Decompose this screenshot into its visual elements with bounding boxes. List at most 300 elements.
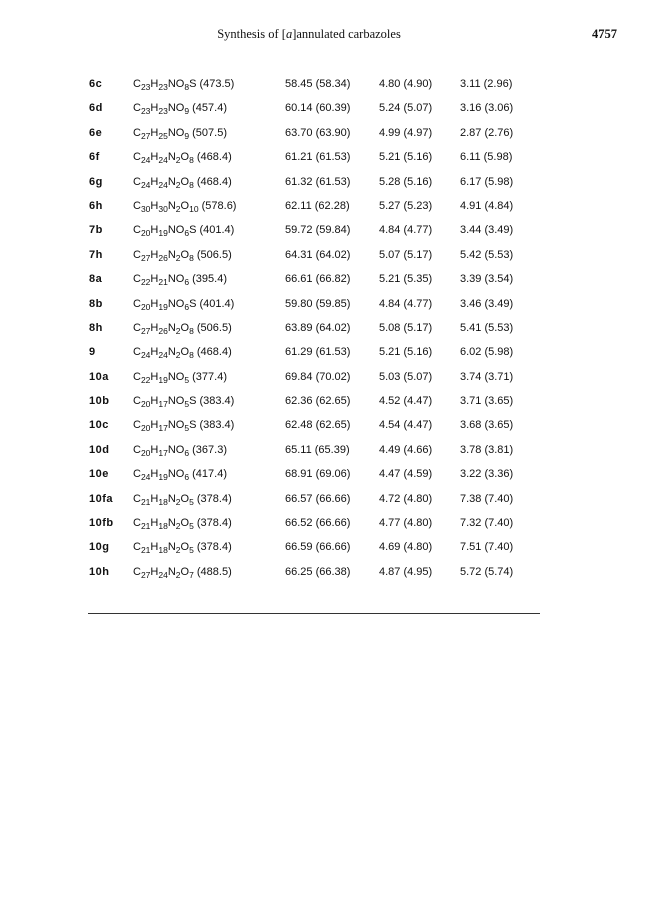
compound-id: 6f — [89, 151, 100, 164]
formula-count: 21 — [158, 277, 168, 288]
formula-element: NO — [167, 126, 185, 139]
molecular-formula — [133, 560, 232, 584]
formula-element: C — [133, 395, 141, 408]
formula-count: 2 — [175, 350, 181, 361]
carbon-analysis: 63.70 (63.90) — [285, 126, 351, 139]
carbon-analysis: 59.80 (59.85) — [285, 297, 351, 310]
table-row — [0, 267, 672, 291]
carbon-analysis: 61.21 (61.53) — [285, 151, 351, 164]
formula-element: H — [150, 297, 159, 310]
hydrogen-analysis: 5.27 (5.23) — [379, 199, 433, 212]
molecular-weight: (468.4) — [193, 175, 232, 188]
formula-count: 23 — [140, 106, 151, 117]
formula-count: 5 — [184, 399, 190, 410]
formula-count: 6 — [184, 228, 190, 239]
hydrogen-analysis: 5.08 (5.17) — [379, 321, 433, 334]
formula-count: 8 — [189, 179, 194, 190]
formula-element: H — [150, 541, 159, 554]
hydrogen-analysis: 4.87 (4.95) — [379, 565, 433, 578]
carbon-analysis: 68.91 (69.06) — [285, 468, 351, 481]
carbon-analysis: 60.14 (60.39) — [285, 102, 351, 115]
table-row — [0, 243, 672, 267]
hydrogen-analysis: 4.84 (4.77) — [379, 224, 433, 237]
formula-count: 5 — [189, 496, 194, 507]
formula-element: C — [133, 126, 141, 139]
formula-count: 5 — [184, 374, 190, 385]
molecular-formula — [133, 121, 227, 145]
formula-count: 19 — [158, 374, 168, 385]
formula-element: NO — [167, 224, 185, 237]
nitrogen-analysis: 3.74 (3.71) — [460, 370, 514, 383]
formula-count: 23 — [140, 82, 151, 92]
compound-id: 10d — [89, 443, 110, 456]
formula-element: H — [150, 126, 159, 139]
running-title — [0, 27, 618, 42]
formula-count: 2 — [175, 521, 181, 532]
carbon-analysis: 66.59 (66.66) — [285, 541, 351, 554]
molecular-formula — [133, 145, 232, 169]
molecular-formula — [133, 438, 227, 462]
molecular-weight: (507.5) — [189, 126, 227, 139]
molecular-weight: (506.5) — [193, 321, 232, 334]
compound-id: 10b — [89, 395, 110, 408]
table-row — [0, 462, 672, 486]
hydrogen-analysis: 4.99 (4.97) — [379, 126, 433, 139]
formula-count: 8 — [189, 325, 194, 336]
formula-element: NO — [167, 395, 185, 408]
formula-count: 2 — [175, 545, 181, 556]
formula-element: H — [150, 565, 159, 578]
compound-id: 8h — [89, 321, 103, 334]
formula-element: H — [150, 175, 159, 188]
compound-id: 10a — [89, 370, 109, 383]
formula-element: C — [133, 102, 141, 115]
formula-count: 20 — [140, 399, 151, 410]
formula-count: 2 — [175, 496, 181, 507]
formula-count: 27 — [140, 130, 151, 141]
elemental-analysis-table — [0, 72, 672, 584]
formula-element: C — [133, 346, 141, 359]
table-row — [0, 316, 672, 340]
table-row — [0, 560, 672, 584]
formula-element: NO — [167, 273, 185, 286]
compound-id: 9 — [89, 346, 96, 359]
carbon-analysis: 69.84 (70.02) — [285, 370, 351, 383]
compound-id: 6g — [89, 175, 103, 188]
carbon-analysis: 59.72 (59.84) — [285, 224, 351, 237]
formula-element: O — [180, 321, 190, 334]
table-row — [0, 218, 672, 242]
formula-element: H — [150, 443, 159, 456]
molecular-formula — [133, 292, 234, 316]
table-row — [0, 194, 672, 218]
nitrogen-analysis: 3.68 (3.65) — [460, 419, 514, 432]
molecular-weight: (468.4) — [193, 151, 232, 164]
formula-count: 2 — [175, 252, 181, 263]
table-row — [0, 487, 672, 511]
molecular-formula — [133, 462, 227, 486]
formula-count: 6 — [184, 301, 190, 312]
carbon-analysis: 66.61 (66.82) — [285, 273, 351, 286]
compound-id: 10fa — [89, 492, 114, 505]
formula-count: 19 — [158, 228, 168, 239]
molecular-weight: (378.4) — [193, 541, 232, 554]
molecular-formula — [133, 316, 232, 340]
nitrogen-analysis: 3.22 (3.36) — [460, 468, 514, 481]
formula-element: C — [133, 273, 141, 286]
nitrogen-analysis: 7.32 (7.40) — [460, 517, 514, 530]
formula-element: C — [133, 492, 141, 505]
formula-element: O — [180, 517, 190, 530]
formula-element: NO — [167, 78, 185, 90]
formula-element: H — [150, 273, 159, 286]
formula-element: N — [167, 565, 176, 578]
compound-id: 10e — [89, 468, 109, 481]
formula-count: 24 — [140, 472, 151, 483]
hydrogen-analysis: 5.21 (5.16) — [379, 346, 433, 359]
table-row — [0, 365, 672, 389]
formula-count: 24 — [158, 569, 168, 580]
hydrogen-analysis: 5.21 (5.16) — [379, 151, 433, 164]
formula-element: C — [133, 199, 141, 212]
compound-id: 10g — [89, 541, 110, 554]
compound-id: 10fb — [89, 517, 114, 530]
formula-count: 8 — [184, 82, 190, 92]
molecular-weight: (401.4) — [196, 224, 235, 237]
carbon-analysis: 58.45 (58.34) — [285, 78, 351, 90]
formula-element: H — [150, 370, 159, 383]
formula-count: 27 — [140, 252, 151, 263]
formula-count: 17 — [158, 447, 168, 458]
formula-count: 10 — [189, 203, 199, 214]
molecular-weight: (457.4) — [189, 102, 227, 115]
running-title-italic: a — [285, 27, 293, 41]
formula-count: 8 — [189, 350, 194, 361]
table-row — [0, 511, 672, 535]
molecular-formula — [133, 487, 232, 511]
formula-element: S — [189, 224, 197, 237]
molecular-formula — [133, 365, 227, 389]
nitrogen-analysis: 6.11 (5.98) — [460, 151, 513, 164]
formula-count: 21 — [140, 496, 151, 507]
nitrogen-analysis: 3.11 (2.96) — [460, 78, 513, 90]
formula-count: 5 — [189, 545, 194, 556]
table-row — [0, 145, 672, 169]
formula-element: C — [133, 419, 141, 432]
formula-element: C — [133, 78, 141, 90]
molecular-weight: (383.4) — [196, 395, 235, 408]
formula-element: C — [133, 248, 141, 261]
hydrogen-analysis: 4.69 (4.80) — [379, 541, 433, 554]
formula-element: N — [167, 151, 176, 164]
formula-count: 2 — [175, 155, 181, 166]
formula-count: 24 — [158, 179, 168, 190]
running-title-suffix: ]annulated carbazoles — [292, 27, 401, 41]
carbon-analysis: 61.32 (61.53) — [285, 175, 351, 188]
formula-count: 6 — [184, 472, 190, 483]
formula-count: 2 — [175, 179, 181, 190]
formula-element: NO — [167, 297, 185, 310]
formula-element: N — [167, 321, 176, 334]
carbon-analysis: 62.48 (62.65) — [285, 419, 351, 432]
hydrogen-analysis: 4.49 (4.66) — [379, 443, 433, 456]
molecular-formula — [133, 170, 232, 194]
molecular-weight: (401.4) — [196, 297, 235, 310]
formula-count: 2 — [175, 569, 181, 580]
compound-id: 6c — [89, 78, 103, 90]
formula-count: 26 — [158, 325, 168, 336]
table-row — [0, 340, 672, 364]
hydrogen-analysis: 5.03 (5.07) — [379, 370, 433, 383]
carbon-analysis: 62.11 (62.28) — [285, 199, 350, 212]
formula-element: H — [150, 517, 159, 530]
formula-element: O — [180, 151, 190, 164]
molecular-formula — [133, 96, 227, 120]
formula-element: O — [180, 541, 190, 554]
nitrogen-analysis: 3.78 (3.81) — [460, 443, 514, 456]
compound-id: 7b — [89, 224, 103, 237]
formula-count: 18 — [158, 496, 168, 507]
nitrogen-analysis: 3.44 (3.49) — [460, 224, 514, 237]
hydrogen-analysis: 5.21 (5.35) — [379, 273, 433, 286]
formula-count: 26 — [158, 252, 168, 263]
molecular-formula — [133, 535, 232, 559]
molecular-formula — [133, 194, 236, 218]
hydrogen-analysis: 4.47 (4.59) — [379, 468, 433, 481]
formula-element: N — [167, 492, 176, 505]
formula-element: C — [133, 297, 141, 310]
molecular-formula — [133, 511, 232, 535]
formula-count: 17 — [158, 423, 168, 434]
nitrogen-analysis: 3.46 (3.49) — [460, 297, 514, 310]
formula-element: N — [167, 248, 176, 261]
table-row — [0, 535, 672, 559]
formula-element: C — [133, 224, 141, 237]
compound-id: 10c — [89, 419, 109, 432]
formula-count: 2 — [175, 325, 181, 336]
formula-element: S — [189, 78, 197, 90]
formula-count: 21 — [140, 521, 151, 532]
formula-count: 23 — [158, 82, 168, 92]
formula-count: 24 — [140, 179, 151, 190]
compound-id: 6d — [89, 102, 103, 115]
table-bottom-rule — [88, 613, 540, 614]
nitrogen-analysis: 7.38 (7.40) — [460, 492, 514, 505]
hydrogen-analysis: 4.84 (4.77) — [379, 297, 433, 310]
formula-element: O — [180, 199, 190, 212]
table-row — [0, 170, 672, 194]
formula-count: 9 — [184, 106, 190, 117]
molecular-formula — [133, 218, 234, 242]
compound-id: 8b — [89, 297, 103, 310]
formula-element: NO — [167, 370, 185, 383]
table-row — [0, 389, 672, 413]
molecular-formula — [133, 243, 232, 267]
formula-count: 25 — [158, 130, 168, 141]
formula-element: S — [189, 297, 197, 310]
formula-count: 20 — [140, 228, 151, 239]
formula-element: C — [133, 151, 141, 164]
carbon-analysis: 66.57 (66.66) — [285, 492, 351, 505]
formula-count: 21 — [140, 545, 151, 556]
table-row — [0, 292, 672, 316]
nitrogen-analysis: 3.71 (3.65) — [460, 395, 514, 408]
molecular-weight: (578.6) — [198, 199, 237, 212]
page-number: 4757 — [592, 27, 617, 41]
molecular-weight: (506.5) — [193, 248, 232, 261]
compound-id: 7h — [89, 248, 103, 261]
formula-element: C — [133, 175, 141, 188]
formula-count: 20 — [140, 423, 151, 434]
molecular-weight: (468.4) — [193, 346, 232, 359]
formula-element: NO — [167, 443, 185, 456]
formula-element: O — [180, 346, 190, 359]
formula-element: N — [167, 541, 176, 554]
formula-element: NO — [167, 102, 185, 115]
hydrogen-analysis: 4.77 (4.80) — [379, 517, 433, 530]
table-row — [0, 121, 672, 145]
hydrogen-analysis: 5.07 (5.17) — [379, 248, 433, 261]
formula-element: O — [180, 565, 190, 578]
molecular-formula — [133, 340, 232, 364]
nitrogen-analysis: 6.02 (5.98) — [460, 346, 514, 359]
formula-element: H — [150, 321, 159, 334]
formula-element: H — [150, 151, 159, 164]
carbon-analysis: 65.11 (65.39) — [285, 443, 350, 456]
molecular-weight: (378.4) — [193, 517, 232, 530]
nitrogen-analysis: 3.16 (3.06) — [460, 102, 514, 115]
formula-count: 24 — [140, 350, 151, 361]
formula-element: NO — [167, 468, 185, 481]
molecular-weight: (378.4) — [193, 492, 232, 505]
formula-count: 22 — [140, 374, 151, 385]
compound-id: 10h — [89, 565, 110, 578]
compound-id: 6e — [89, 126, 103, 139]
formula-count: 27 — [140, 325, 151, 336]
formula-count: 19 — [158, 301, 168, 312]
formula-count: 27 — [140, 569, 151, 580]
formula-count: 9 — [184, 130, 190, 141]
carbon-analysis: 64.31 (64.02) — [285, 248, 351, 261]
formula-count: 19 — [158, 472, 168, 483]
carbon-analysis: 66.52 (66.66) — [285, 517, 351, 530]
compound-id: 8a — [89, 273, 103, 286]
formula-count: 20 — [140, 301, 151, 312]
formula-count: 18 — [158, 545, 168, 556]
formula-count: 2 — [175, 203, 181, 214]
page-header — [0, 27, 672, 47]
formula-element: H — [150, 102, 159, 115]
formula-count: 18 — [158, 521, 168, 532]
molecular-weight: (488.5) — [193, 565, 232, 578]
carbon-analysis: 63.89 (64.02) — [285, 321, 351, 334]
formula-element: H — [150, 395, 159, 408]
molecular-weight: (377.4) — [189, 370, 227, 383]
nitrogen-analysis: 7.51 (7.40) — [460, 541, 514, 554]
nitrogen-analysis: 3.39 (3.54) — [460, 273, 514, 286]
formula-element: O — [180, 492, 190, 505]
formula-element: N — [167, 517, 176, 530]
formula-element: C — [133, 541, 141, 554]
formula-element: N — [167, 175, 176, 188]
formula-element: H — [150, 199, 159, 212]
carbon-analysis: 61.29 (61.53) — [285, 346, 351, 359]
molecular-formula — [133, 389, 234, 413]
formula-element: H — [150, 78, 159, 90]
carbon-analysis: 62.36 (62.65) — [285, 395, 351, 408]
formula-count: 7 — [189, 569, 194, 580]
formula-count: 22 — [140, 277, 151, 288]
formula-element: NO — [167, 419, 185, 432]
formula-count: 23 — [158, 106, 168, 117]
hydrogen-analysis: 5.28 (5.16) — [379, 175, 433, 188]
hydrogen-analysis: 4.54 (4.47) — [379, 419, 433, 432]
formula-count: 30 — [158, 203, 168, 214]
formula-count: 5 — [184, 423, 190, 434]
compound-id: 6h — [89, 199, 103, 212]
table-row — [0, 438, 672, 462]
nitrogen-analysis: 4.91 (4.84) — [460, 199, 514, 212]
formula-count: 30 — [140, 203, 151, 214]
molecular-formula — [133, 72, 234, 96]
formula-element: H — [150, 224, 159, 237]
nitrogen-analysis: 5.72 (5.74) — [460, 565, 514, 578]
formula-element: C — [133, 443, 141, 456]
formula-element: N — [167, 346, 176, 359]
formula-count: 20 — [140, 447, 151, 458]
formula-element: C — [133, 517, 141, 530]
hydrogen-analysis: 4.72 (4.80) — [379, 492, 433, 505]
molecular-weight: (395.4) — [189, 273, 227, 286]
table-row — [0, 413, 672, 437]
formula-element: N — [167, 199, 176, 212]
carbon-analysis: 66.25 (66.38) — [285, 565, 351, 578]
table-row — [0, 96, 672, 120]
formula-element: H — [150, 419, 159, 432]
formula-element: H — [150, 346, 159, 359]
hydrogen-analysis: 4.80 (4.90) — [379, 78, 433, 90]
formula-element: C — [133, 565, 141, 578]
running-title-prefix: Synthesis of [ — [217, 27, 286, 41]
formula-element: C — [133, 468, 141, 481]
molecular-weight: (417.4) — [189, 468, 227, 481]
formula-element: S — [189, 395, 197, 408]
formula-count: 17 — [158, 399, 168, 410]
formula-count: 8 — [189, 155, 194, 166]
formula-count: 24 — [158, 350, 168, 361]
molecular-weight: (383.4) — [196, 419, 235, 432]
hydrogen-analysis: 5.24 (5.07) — [379, 102, 433, 115]
molecular-formula — [133, 267, 227, 291]
formula-element: S — [189, 419, 197, 432]
molecular-weight: (367.3) — [189, 443, 227, 456]
molecular-weight: (473.5) — [196, 78, 235, 90]
nitrogen-analysis: 2.87 (2.76) — [460, 126, 514, 139]
formula-element: C — [133, 370, 141, 383]
formula-count: 6 — [184, 277, 190, 288]
formula-element: O — [180, 175, 190, 188]
formula-element: H — [150, 468, 159, 481]
molecular-formula — [133, 413, 234, 437]
formula-element: H — [150, 492, 159, 505]
formula-count: 8 — [189, 252, 194, 263]
formula-count: 24 — [140, 155, 151, 166]
hydrogen-analysis: 4.52 (4.47) — [379, 395, 433, 408]
nitrogen-analysis: 6.17 (5.98) — [460, 175, 514, 188]
table-row — [0, 72, 672, 96]
formula-count: 6 — [184, 447, 190, 458]
formula-element: H — [150, 248, 159, 261]
